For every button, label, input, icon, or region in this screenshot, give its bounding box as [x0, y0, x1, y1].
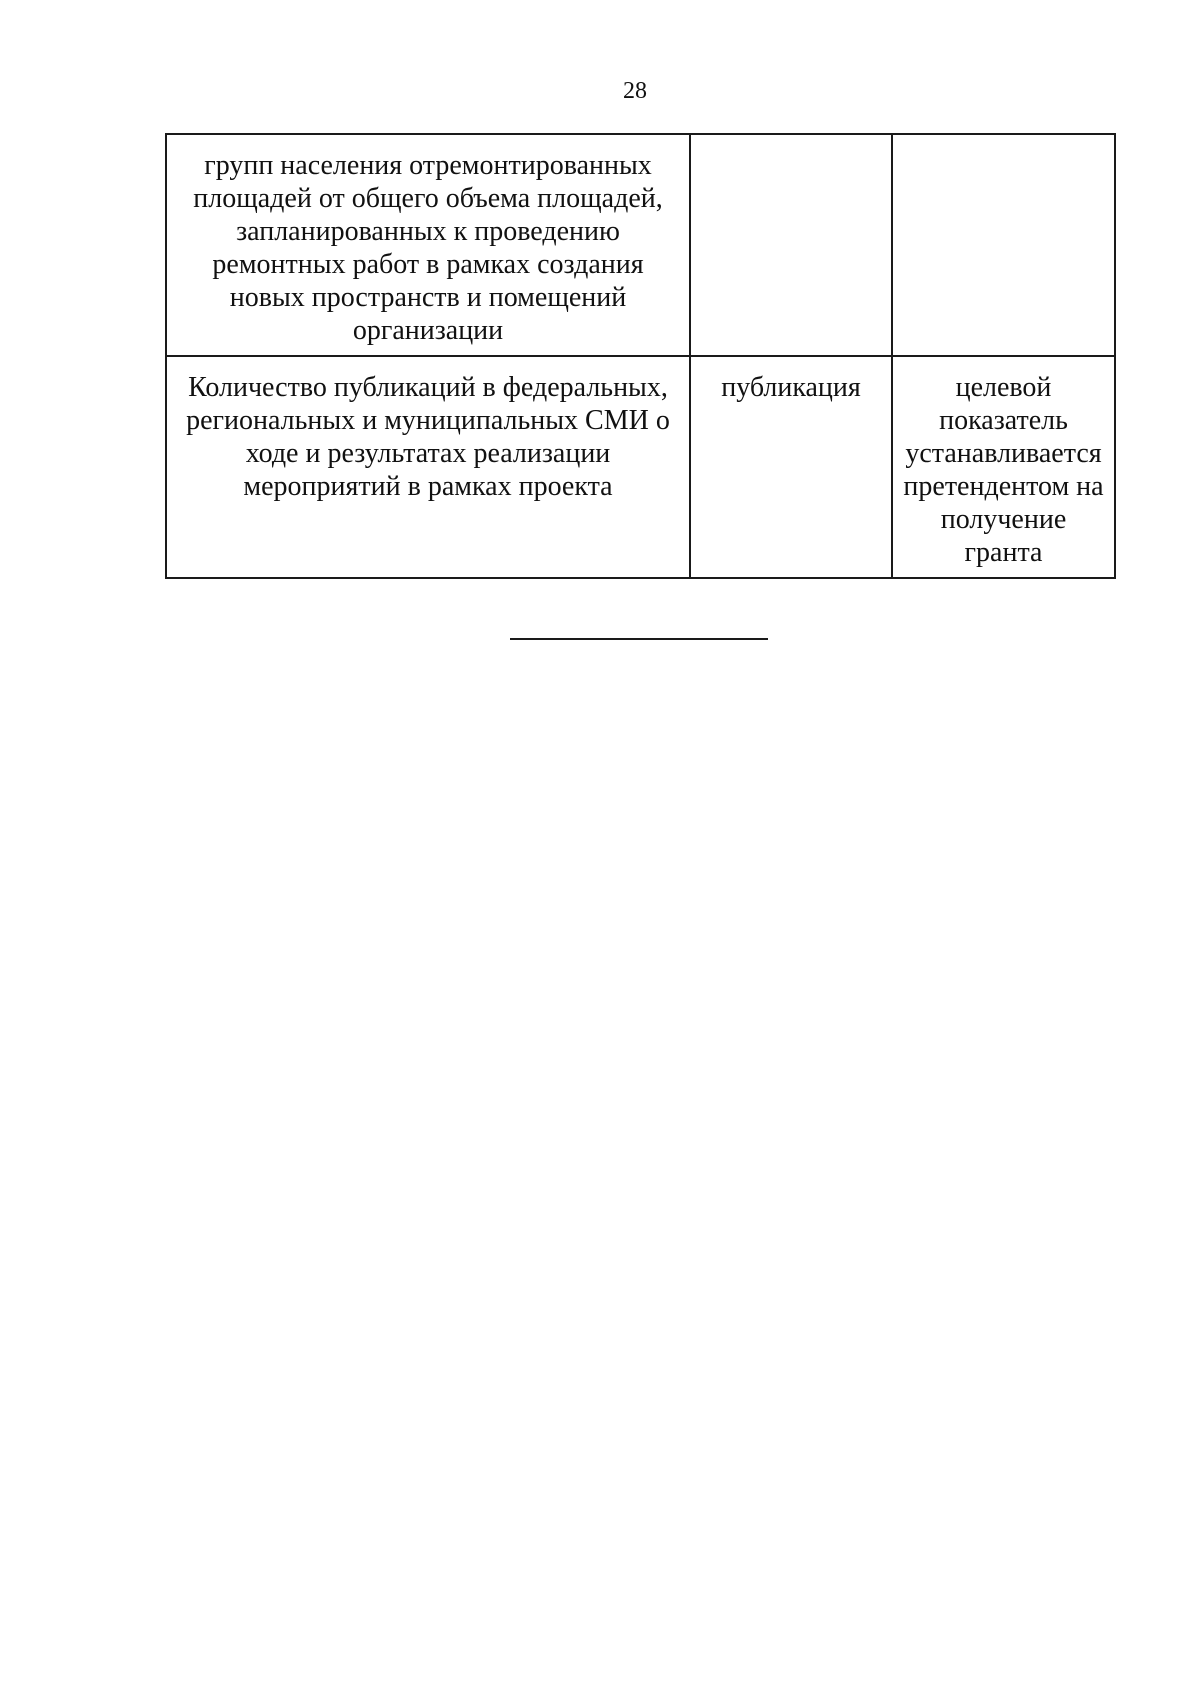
table-row	[166, 134, 1115, 356]
indicators-table	[165, 133, 1116, 579]
end-of-document-rule	[510, 638, 768, 640]
target-cell: целевой показатель устанавливается претендентом на получение гранта	[892, 356, 1115, 578]
unit-cell: публикация	[690, 356, 892, 578]
indicator-cell: Количество публикаций в федеральных, региональных и муниципальных СМИ о ходе и результатах реализации мероприятий в рамках проекта	[166, 356, 690, 578]
page-number: 28	[623, 78, 647, 104]
target-cell	[892, 134, 1115, 356]
unit-cell	[690, 134, 892, 356]
indicator-cell: групп населения отремонтированных площадей от общего объема площадей, запланированных к проведению ремонтных работ в рамках создания новых пространств и помещений организации	[166, 134, 690, 356]
table-row	[166, 356, 1115, 578]
